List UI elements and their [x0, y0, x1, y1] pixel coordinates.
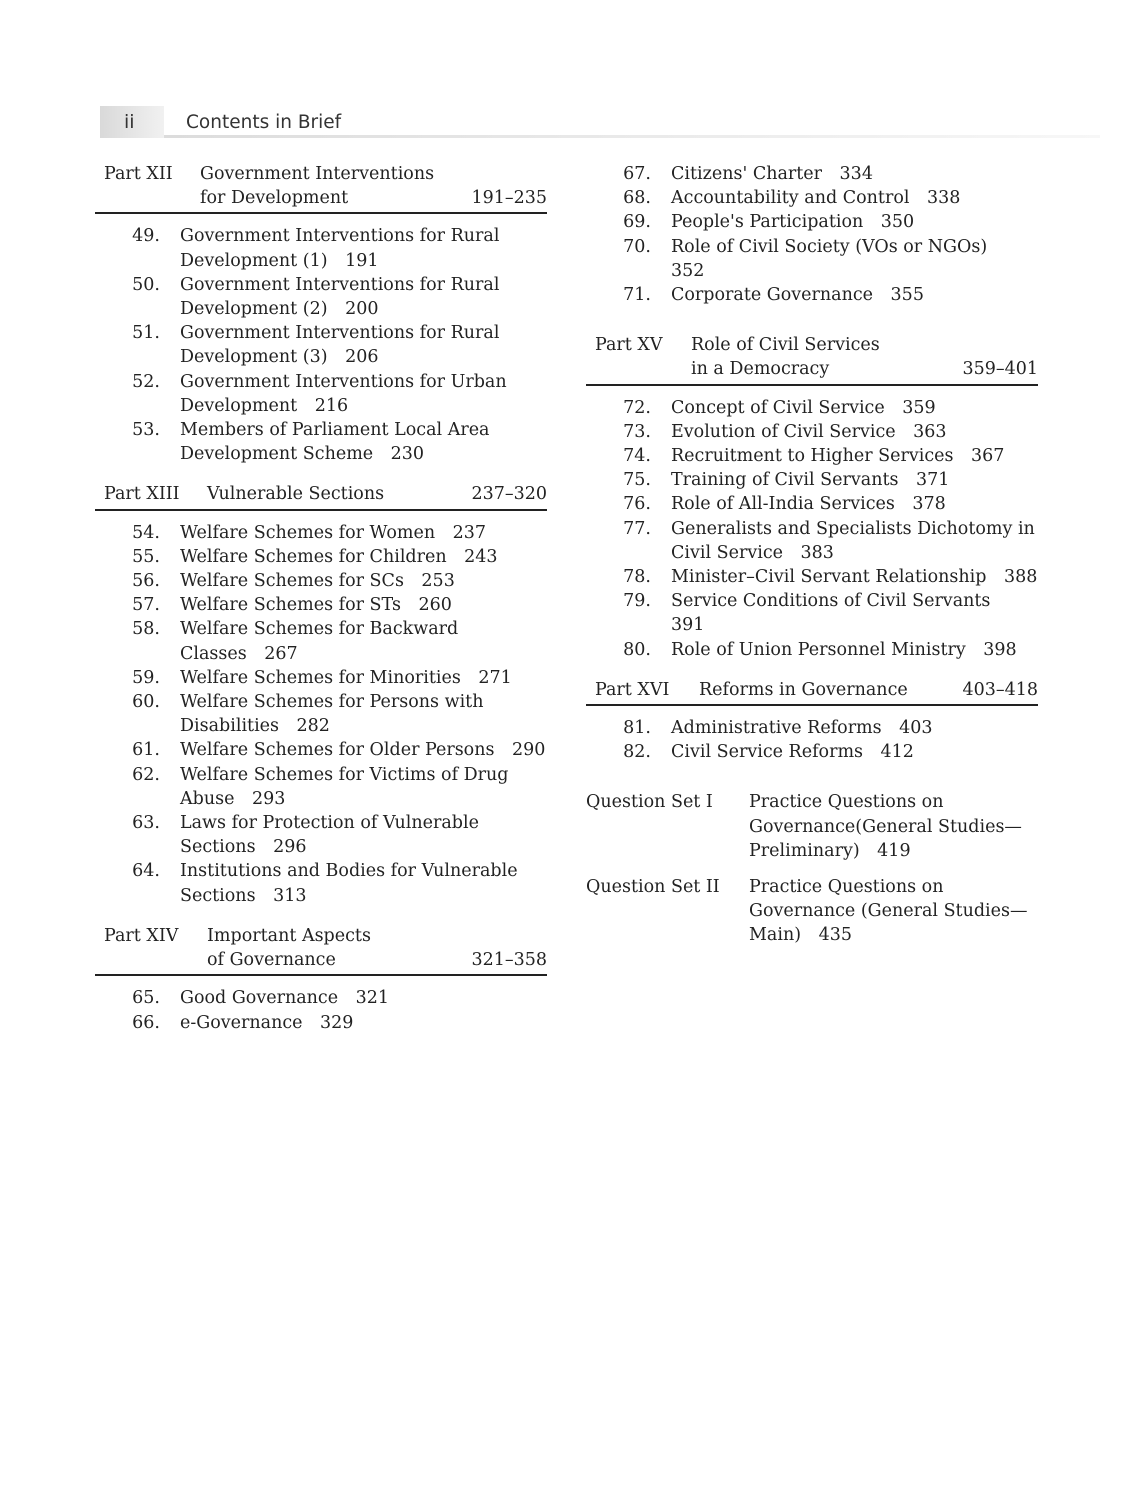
- chapter-title: Recruitment to Higher Services: [671, 446, 954, 467]
- chapter-number: 76.: [623, 494, 651, 515]
- part-title: Reforms in Governance: [699, 679, 908, 700]
- chapter-entry[interactable]: [586, 420, 1038, 444]
- chapter-title-wrap: [671, 235, 1038, 283]
- part-title: Role of Civil Services in a Democracy: [691, 335, 880, 380]
- title-page-gap: [895, 494, 913, 514]
- chapter-title-wrap: [180, 521, 547, 545]
- chapter-entry[interactable]: [586, 492, 1038, 516]
- chapter-title-wrap: [180, 738, 547, 762]
- chapter-entry[interactable]: [586, 210, 1038, 234]
- part-label: Part XIII: [104, 484, 180, 505]
- section-gap: [586, 764, 1038, 790]
- question-set-page: 419: [877, 840, 911, 861]
- section-gap: [95, 466, 547, 482]
- chapter-number: 54.: [132, 522, 160, 543]
- section-gap: [586, 307, 1038, 333]
- chapter-number: 70.: [623, 236, 651, 257]
- chapter-title: Welfare Schemes for STs: [180, 595, 401, 616]
- question-set-entry[interactable]: [586, 790, 1038, 863]
- chapter-title-wrap: [671, 468, 1038, 492]
- chapter-page: 371: [916, 470, 950, 491]
- chapter-title-wrap: [671, 638, 1038, 662]
- chapter-title: Evolution of Civil Service: [671, 421, 896, 442]
- chapter-page: 338: [926, 188, 961, 209]
- chapter-number: 60.: [132, 692, 160, 713]
- chapter-title: Welfare Schemes for Backward Classes: [180, 619, 459, 664]
- chapter-number: 56.: [132, 571, 160, 592]
- chapter-page: 230: [390, 444, 425, 465]
- chapter-title: People's Participation: [671, 212, 864, 233]
- part-heading: [586, 678, 1038, 706]
- title-page-gap: [247, 644, 265, 664]
- chapter-page: 237: [452, 522, 487, 543]
- right-column: [586, 162, 1038, 960]
- chapter-entry[interactable]: [95, 811, 547, 859]
- chapter-page: 293: [251, 788, 286, 809]
- chapter-title-wrap: [180, 666, 547, 690]
- chapter-page: 363: [913, 421, 947, 442]
- chapter-entry[interactable]: [95, 666, 547, 690]
- chapter-title: Role of All-India Services: [671, 494, 895, 515]
- chapter-title-wrap: [180, 986, 547, 1010]
- question-set-label: Question Set II: [586, 877, 720, 898]
- chapter-title-wrap: [671, 716, 1038, 740]
- page-header: [100, 106, 1100, 138]
- chapter-entry[interactable]: [95, 321, 547, 369]
- chapter-title-wrap: [671, 517, 1038, 565]
- chapter-page: 359: [902, 397, 936, 418]
- chapter-entry[interactable]: [95, 738, 547, 762]
- chapter-title: Role of Union Personnel Ministry: [671, 639, 966, 660]
- chapter-title-wrap: [671, 565, 1038, 589]
- chapter-page: 191: [345, 250, 379, 271]
- chapter-number: 65.: [132, 988, 160, 1009]
- chapter-title: Civil Service Reforms: [671, 742, 864, 763]
- chapter-entry[interactable]: [95, 273, 547, 321]
- title-page-gap: [373, 444, 391, 464]
- title-page-gap: [404, 571, 422, 591]
- chapter-list: [95, 224, 547, 466]
- title-page-gap: [303, 1013, 321, 1033]
- chapter-title: Welfare Schemes for Victims of Drug Abuse: [180, 764, 509, 809]
- chapter-page: 267: [264, 643, 298, 664]
- chapter-title-wrap: [180, 273, 547, 321]
- chapter-title: Accountability and Control: [671, 188, 910, 209]
- title-page-gap: [863, 742, 881, 762]
- chapter-page: 260: [418, 595, 452, 616]
- chapter-title: Welfare Schemes for Older Persons: [180, 740, 495, 761]
- chapter-title-wrap: [671, 492, 1038, 516]
- header-rule: [164, 135, 1100, 138]
- title-page-gap: [966, 640, 984, 660]
- chapter-number: 59.: [132, 667, 160, 688]
- chapter-page: 412: [880, 742, 914, 763]
- chapter-list: [586, 716, 1038, 764]
- title-page-gap: [822, 164, 840, 184]
- chapter-title: Welfare Schemes for Children: [180, 546, 447, 567]
- chapter-title: Good Governance: [180, 988, 339, 1009]
- chapter-page: 355: [890, 285, 924, 306]
- chapter-entry[interactable]: [586, 396, 1038, 420]
- chapter-entry[interactable]: [95, 763, 547, 811]
- chapter-title: Government Interventions for Rural Development (3): [180, 323, 500, 368]
- chapter-title-wrap: [671, 396, 1038, 420]
- question-set-label: Question Set I: [586, 792, 713, 813]
- chapter-number: 81.: [623, 718, 651, 739]
- chapter-entry[interactable]: [95, 617, 547, 665]
- chapter-list-continued: [586, 162, 1038, 307]
- part-heading: [95, 924, 547, 976]
- chapter-list: [95, 521, 547, 908]
- chapter-entry[interactable]: [95, 859, 547, 907]
- title-page-gap: [435, 523, 453, 543]
- chapter-title: e-Governance: [180, 1012, 303, 1033]
- chapter-entry[interactable]: [95, 569, 547, 593]
- title-page-gap: [954, 446, 972, 466]
- title-page-gap: [338, 988, 356, 1008]
- title-page-gap: [986, 567, 1004, 587]
- title-page-gap: [990, 591, 1008, 611]
- chapter-number: 82.: [623, 742, 651, 763]
- chapter-page: 334: [839, 164, 873, 184]
- part-heading: [586, 333, 1038, 385]
- page-number: ii: [100, 106, 164, 138]
- part-label: Part XII: [104, 164, 173, 184]
- chapter-entry[interactable]: [95, 545, 547, 569]
- chapter-number: 51.: [132, 323, 160, 344]
- question-set-title: Practice Questions on Governance(General Studies—Preliminary): [749, 792, 1022, 861]
- title-page-gap: [234, 789, 252, 809]
- chapter-number: 67.: [623, 164, 651, 184]
- chapter-title-wrap: [180, 370, 547, 418]
- chapter-number: 61.: [132, 740, 160, 761]
- title-page-gap: [256, 837, 274, 857]
- title-page-gap: [801, 925, 819, 945]
- chapter-number: 77.: [623, 518, 651, 539]
- chapter-entry[interactable]: [586, 283, 1038, 307]
- chapter-number: 71.: [623, 285, 651, 306]
- title-page-gap: [328, 347, 346, 367]
- chapter-title-wrap: [180, 545, 547, 569]
- chapter-entry[interactable]: [586, 186, 1038, 210]
- chapter-title: Government Interventions for Rural Development (1): [180, 226, 500, 271]
- title-page-gap: [863, 212, 881, 232]
- title-page-gap: [328, 299, 346, 319]
- title-page-gap: [987, 237, 1005, 257]
- chapter-title-wrap: [180, 690, 547, 738]
- chapter-list: [586, 396, 1038, 662]
- part-label: Part XV: [595, 335, 663, 356]
- question-set-entry[interactable]: [586, 875, 1038, 948]
- chapter-title: Role of Civil Society (VOs or NGOs): [671, 236, 988, 257]
- chapter-number: 62.: [132, 764, 160, 785]
- chapter-entry[interactable]: [95, 418, 547, 466]
- part-title: Important Aspects of Governance: [207, 925, 371, 971]
- chapter-number: 57.: [132, 595, 160, 616]
- chapter-number: 79.: [623, 591, 651, 612]
- title-page-gap: [401, 595, 419, 615]
- chapter-page: 200: [345, 299, 379, 320]
- chapter-entry[interactable]: [586, 444, 1038, 468]
- part-page-range: 237–320: [471, 484, 547, 505]
- title-page-gap: [783, 543, 801, 563]
- chapter-title: Training of Civil Servants: [671, 470, 899, 491]
- chapter-entry[interactable]: [95, 370, 547, 418]
- title-page-gap: [279, 716, 297, 736]
- title-page-gap: [461, 668, 479, 688]
- chapter-title-wrap: [671, 589, 1038, 637]
- chapter-title: Government Interventions for Rural Development (2): [180, 274, 500, 320]
- chapter-page: 216: [314, 395, 349, 416]
- chapter-page: 378: [912, 494, 946, 515]
- chapter-number: 78.: [623, 567, 651, 588]
- chapter-page: 388: [1003, 567, 1038, 588]
- chapter-entry[interactable]: [95, 593, 547, 617]
- chapter-title: Service Conditions of Civil Servants: [671, 591, 991, 612]
- chapter-title-wrap: [671, 283, 1038, 307]
- chapter-entry[interactable]: [586, 716, 1038, 740]
- chapter-page: 282: [296, 716, 330, 737]
- chapter-page: 403: [899, 718, 933, 739]
- chapter-entry[interactable]: [586, 235, 1038, 283]
- chapter-entry[interactable]: [586, 565, 1038, 589]
- chapter-page: 352: [671, 260, 705, 281]
- chapter-page: 296: [273, 837, 307, 858]
- chapter-entry[interactable]: [586, 468, 1038, 492]
- chapter-number: 64.: [132, 861, 160, 882]
- chapter-number: 66.: [132, 1012, 160, 1033]
- chapter-number: 68.: [623, 188, 651, 209]
- section-gap: [95, 908, 547, 924]
- chapter-number: 80.: [623, 639, 651, 660]
- running-title: Contents in Brief: [186, 112, 342, 133]
- chapter-page: 206: [345, 347, 379, 368]
- chapter-number: 52.: [132, 371, 160, 392]
- title-page-gap: [256, 886, 274, 906]
- chapter-number: 74.: [623, 446, 651, 467]
- chapter-title: Laws for Protection of Vulnerable Sections: [180, 813, 479, 858]
- title-page-gap: [873, 285, 891, 305]
- chapter-title-wrap: [180, 593, 547, 617]
- title-page-gap: [860, 841, 878, 861]
- chapter-title: Government Interventions for Urban Development: [180, 371, 507, 416]
- chapter-number: 69.: [623, 212, 651, 233]
- chapter-entry[interactable]: [586, 740, 1038, 764]
- chapter-title: Minister–Civil Servant Relationship: [671, 567, 987, 588]
- chapter-number: 55.: [132, 546, 160, 567]
- part-title: Vulnerable Sections: [207, 484, 385, 505]
- title-page-gap: [297, 396, 315, 416]
- chapter-title: Welfare Schemes for Minorities: [180, 667, 461, 688]
- chapter-number: 50.: [132, 274, 160, 295]
- question-set-title-wrap: [749, 875, 1038, 948]
- chapter-page: 367: [971, 446, 1005, 467]
- chapter-title: Generalists and Specialists Dichotomy in Civil Service: [671, 518, 1035, 563]
- part-page-range: 321–358: [471, 950, 547, 971]
- chapter-page: 253: [421, 571, 455, 592]
- chapter-entry[interactable]: [586, 589, 1038, 637]
- chapter-entry[interactable]: [95, 1011, 547, 1035]
- chapter-title-wrap: [180, 1011, 547, 1035]
- chapter-title-wrap: [180, 859, 547, 907]
- chapter-title-wrap: [671, 740, 1038, 764]
- chapter-entry[interactable]: [95, 690, 547, 738]
- chapter-title-wrap: [671, 420, 1038, 444]
- question-set-page: 435: [818, 925, 852, 946]
- chapter-title: Administrative Reforms: [671, 718, 882, 739]
- chapter-page: 290: [511, 740, 546, 761]
- question-set-title: Practice Questions on Governance (General Studies—Main): [749, 877, 1028, 946]
- chapter-number: 49.: [132, 226, 160, 247]
- chapter-entry[interactable]: [586, 162, 1038, 186]
- chapter-number: 73.: [623, 421, 651, 442]
- chapter-number: 72.: [623, 397, 651, 418]
- title-page-gap: [882, 718, 900, 738]
- chapter-entry[interactable]: [586, 517, 1038, 565]
- chapter-page: 243: [464, 546, 498, 567]
- chapter-page: 350: [880, 212, 915, 233]
- title-page-gap: [885, 398, 903, 418]
- chapter-title: Institutions and Bodies for Vulnerable Sections: [180, 861, 518, 906]
- chapter-title-wrap: [671, 186, 1038, 210]
- chapter-title-wrap: [180, 811, 547, 859]
- chapter-title-wrap: [180, 418, 547, 466]
- chapter-title: Welfare Schemes for SCs: [180, 571, 404, 592]
- chapter-number: 75.: [623, 470, 651, 491]
- chapter-entry[interactable]: [586, 638, 1038, 662]
- section-gap: [586, 662, 1038, 678]
- chapter-number: 63.: [132, 813, 160, 834]
- chapter-number: 58.: [132, 619, 160, 640]
- chapter-title-wrap: [180, 569, 547, 593]
- title-page-gap: [899, 470, 917, 490]
- chapter-entry[interactable]: [95, 521, 547, 545]
- chapter-page: 383: [800, 542, 834, 563]
- chapter-entry[interactable]: [95, 224, 547, 272]
- part-page-range: 359–401: [962, 359, 1038, 380]
- chapter-title: Citizens' Charter: [671, 164, 823, 184]
- chapter-title-wrap: [671, 444, 1038, 468]
- title-page-gap: [447, 547, 465, 567]
- title-page-gap: [328, 251, 346, 271]
- chapter-title-wrap: [180, 224, 547, 272]
- chapter-page: 398: [983, 639, 1017, 660]
- chapter-title-wrap: [180, 321, 547, 369]
- chapter-title-wrap: [180, 763, 547, 811]
- chapter-title: Welfare Schemes for Persons with Disabilities: [180, 692, 484, 737]
- chapter-entry[interactable]: [95, 986, 547, 1010]
- question-set-title-wrap: [749, 790, 1038, 863]
- part-title: Government Interventions for Development: [200, 164, 435, 209]
- chapter-page: 391: [671, 615, 705, 636]
- title-page-gap: [896, 422, 914, 442]
- part-page-range: 403–418: [962, 679, 1038, 700]
- part-page-range: 191–235: [471, 188, 547, 209]
- title-page-gap: [909, 188, 927, 208]
- part-heading: [95, 162, 547, 214]
- title-page-gap: [494, 740, 512, 760]
- chapter-title-wrap: [180, 617, 547, 665]
- chapter-title: Welfare Schemes for Women: [180, 522, 436, 543]
- chapter-page: 313: [273, 885, 307, 906]
- chapter-list: [95, 986, 547, 1034]
- part-label: Part XIV: [104, 925, 179, 946]
- chapter-title-wrap: [671, 162, 1038, 186]
- chapter-title: Members of Parliament Local Area Development Scheme: [180, 420, 490, 465]
- chapter-page: 321: [355, 988, 389, 1009]
- chapter-title: Concept of Civil Service: [671, 397, 885, 418]
- left-column: [95, 162, 547, 1035]
- chapter-page: 329: [320, 1012, 354, 1033]
- chapter-title-wrap: [671, 210, 1038, 234]
- chapter-number: 53.: [132, 420, 160, 441]
- part-label: Part XVI: [595, 679, 670, 700]
- part-heading: [95, 482, 547, 510]
- chapter-page: 271: [478, 667, 512, 688]
- chapter-title: Corporate Governance: [671, 285, 874, 306]
